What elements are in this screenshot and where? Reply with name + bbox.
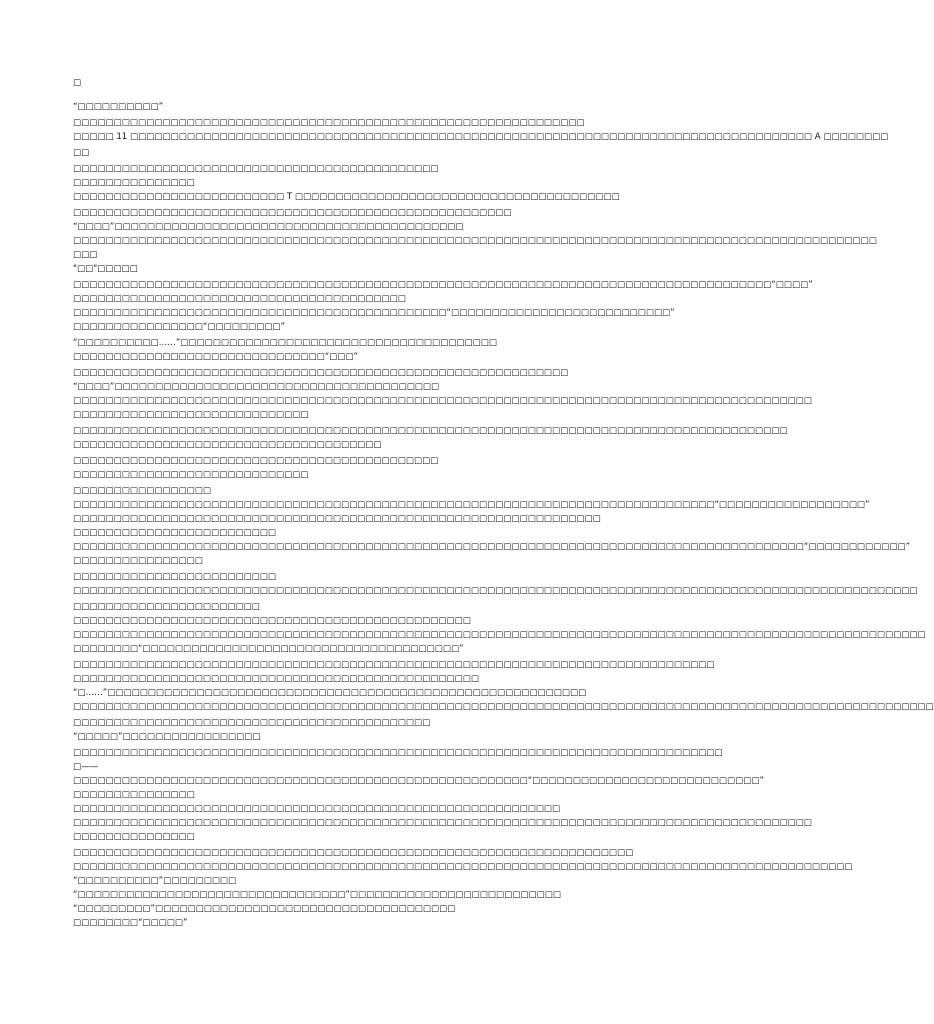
text-line: □□□□□□□□□□□□□□□□□□□□□□□□□□□□□	[73, 410, 309, 420]
text-line: □□□□□□□□□□□□□□□□□□□□□□□□□□□□□□□□□□□□□□□□□□□□□□□□□□□□□□□□□□□□□□□□□□□□□□□□□□□□□□□□□□□□□□□□□□□□□□□□□□□□□□□□	[73, 586, 918, 596]
text-line: “□□□□□□□□□□”	[73, 102, 164, 112]
text-line: □□□□□□□□□□□□□□□□	[73, 556, 203, 566]
text-line: □□□	[73, 250, 98, 260]
text-line: “□……”□□□□□□□□□□□□□□□□□□□□□□□□□□□□□□□□□□□□□□□□□□□□□□□□□□□□□□□□□□□	[73, 688, 587, 698]
text-line: □□□□□□□□□□□□□□□	[73, 790, 195, 800]
text-line: “□□□□”□□□□□□□□□□□□□□□□□□□□□□□□□□□□□□□□□□□□□□□□□□□	[73, 222, 464, 232]
text-line: □□□□□□□□□□□□□□□□□□□□□□□□□□□□□□□□□□□□□□□□□□□□□□□□□□□□□□□□□□□□□□□□□□□□□□□□□□□□□□□□□□□□□□□□□□□□□□□□□□□□□□□□□	[73, 630, 926, 640]
text-line: □□□□□□□□□□□□□□□□□□□□□□□□□□□□□□□□□□□□□□□□□□□□□□□□□□□□□□□□□□□□□□□□□□□□□□□□□□□□□□□□□□□□□□□□□□□□□□□□□□□	[73, 236, 877, 246]
text-line: □□□□□□□□□□□□□□□□□□□□□□□□□□□□□□□□□□□□□□□□□□□□□□□□□□	[73, 674, 479, 684]
text-line: □□	[73, 148, 90, 158]
text-line: □□□□□□□□□□□□□□□□□□□□□□□	[73, 602, 260, 612]
text-line: □□□□□□□□□□□□□□□□□□□□□□□□□□□□□□□“□□□”	[73, 352, 358, 362]
text-line: “□□□□□□□□□□□□□□□□□□□□□□□□□□□□□□□□□”□□□□□□□□□□□□□□□□□□□□□□□□□□	[73, 890, 561, 900]
text-line: □□□□□□□□□□□□□□□□□□□□□□□□□□□□□□□□□□□□□□□□□□□□□□□□□	[73, 616, 471, 626]
text-line: □□□□□□□□□□□□□□□□□□□□□□□□□□□□□□□□□□□□□□□□□□□□□□“□□□□□□□□□□□□□□□□□□□□□□□□□□□”	[73, 308, 675, 318]
text-line: “□□□□□□□□□□……”□□□□□□□□□□□□□□□□□□□□□□□□□□□□□□□□□□□□□□□	[73, 338, 497, 348]
text-line: □□□□□□□□“□□□□□□□□□□□□□□□□□□□□□□□□□□□□□□□□□□□□□□□”	[73, 644, 464, 654]
text-line: □□□□□□□□□□□□□□□	[73, 832, 195, 842]
text-line: □□□□□□□□□□□□□□□	[73, 178, 195, 188]
text-line: □□□□□□□□□□□□□□□□□□□□□□□□□□□□□□□□□□□□□□□□□□□□□	[73, 164, 439, 174]
text-line: □□□□□□□□□□□□□□□□□□□□□□□□□□□□□□□□□□□□□□□□□□□□□	[73, 456, 439, 466]
text-line: “□□□□□□□□□”□□□□□□□□□□□□□□□□□□□□□□□□□□□□□□□□□□□□□	[73, 904, 456, 914]
text-line: □□□□□□□□□□□□□□□□□□□□□□□□□□□□□	[73, 470, 309, 480]
text-line: □——	[73, 762, 99, 772]
text-line: □□□□□□□□□□□□□□□□□□□□□□□□□□□□□□□□□□□□□□□□□□□□□□□□□□□□□□□□□□□□□□□□□□□□□	[73, 848, 634, 858]
text-line: □□□□□□□□□□□□□□□□□□□□□□□□□□□□□□□□□□□□□□□□□□□□□□□□□□□□□□□□□□□□□□□□□□□□□□□□□□□□□□□□□□□□□□□□□□□□□□□□	[73, 862, 853, 872]
text-line: □□□□□□□□□□□□□□□□□□□□□□□□□□□□□□□□□□□□□□□□□□□□□□□□□□□□□□□□□□□□□□□□□□□□□□□□□□□□□□□□□□□□□□□□□□□□□□□□□□□□□□□□□□	[73, 702, 934, 712]
text-line: □□□□□□□□□□□□□□□□□□□□□□□□□	[73, 528, 276, 538]
text-line: □□□□□□□□□□□□□□□□□□□□□□□□□□□□□□□□□□□□□□□□□□□□□□□□□□□□□□□□□□□□□□□□□□□□□□□□□□□□□□□□□□□□□□□□□□□	[73, 818, 812, 828]
text-line: □□□□□□□□□□□□□□□□□□□□□□□□□□□□□□□□□□□□□□□□□□□□□□□□□□□□□□□□□□□□□□□□□□□□□□□□□□□□□□□□□□□□□□□□	[73, 426, 788, 436]
text-line: □□□□□□□□□□□□□□□□□	[73, 486, 212, 496]
text-line: □□□□□□□□□□□□□□□□□□□□□□□□□□□□□□□□□□□□□□□□□□□□□□□□□□□□□□□□□□□□□□□□□□□□□□□□□□□□□□□□	[73, 748, 723, 758]
text-line: “□□□□”□□□□□□□□□□□□□□□□□□□□□□□□□□□□□□□□□□□□□□□□	[73, 382, 440, 392]
text-line: □□□□□□□□□□□□□□□□□□□□□□□□□□□□□□□□□□□□□□□□□□□□□□□□□□□□□□□□“□□□□□□□□□□□□□□□□□□□□□□□□□□□□”	[73, 776, 764, 786]
text-line: □□□□□ 11 □□□□□□□□□□□□□□□□□□□□□□□□□□□□□□□□□□□□□□□□□□□□□□□□□□□□□□□□□□□□□□□□□□□□□□□□□□□□□□□□□□□□ A □□□□□□□□	[73, 132, 889, 142]
text-line: □□□□□□□□□□□□□□□□□□□□□□□□□□□□□□□□□□□□□□□□□□□□□□□□□□□□□□□□□□□□	[73, 804, 561, 814]
text-line: □□□□□□□□□□□□□□□□□□□□□□□□□	[73, 572, 276, 582]
text-line: "□□"□□□□□	[73, 264, 138, 274]
text-line: □□□□□□□□□□□□□□□□□□□□□□□□□□□□□□□□□□□□□□□□□□□□□□□□□□□□□□□□□□□□□□□	[73, 118, 585, 128]
text-line: □□□□□□□□□□□□□□□□□□□□□□□□□□□□□□□□□□□□□□□□□□□□□□□□□□□□□□□□□□□□□	[73, 368, 569, 378]
text-line: □□□□□□□□□□□□□□□□□□□□□□□□□□□□□□□□□□□□□□□□□□□□□□□□□□□□□□□□□□□□□□□□□□□□□□□□□□□□□□□□□□□□□□“□□□□”	[73, 280, 813, 290]
text-line: □□□□□□□□“□□□□□”	[73, 918, 188, 928]
text-line: □□□□□□□□□□□□□□□□□□□□□□□□□□□□□□□□□□□□□□	[73, 440, 382, 450]
text-line: □□□□□□□□□□□□□□□□□□□□□□□□□□□□□□□□□□□□□□□□□□□□□□□□□□□□□□□□□□□□□□□□□□□□□□□□□□□□□□□□□□□□□□□□□□“□□□□□□□□□□□□”	[73, 542, 911, 552]
text-line: □□□□□□□□□□□□□□□□□□□□□□□□□□□□□□□□□□□□□□□□□□□□□□□□□□□□□□□□□□□□□□□□□	[73, 514, 601, 524]
text-line: □□□□□□□□□□□□□□□□□□□□□□□□□□□□□□□□□□□□□□□□□	[73, 294, 406, 304]
text-line: □□□□□□□□□□□□□□□□□□□□□□□□□□□□□□□□□□□□□□□□□□□□□□□□□□□□□□	[73, 208, 512, 218]
text-line: □□□□□□□□□□□□□□□□□□□□□□□□□□□□□□□□□□□□□□□□□□□□□□□□□□□□□□□□□□□□□□□□□□□□□□□□□□□□□□□“□□□□□□□□□□□□□□□□□□”	[73, 500, 870, 510]
text-line: □	[73, 78, 82, 88]
text-line: □□□□□□□□□□□□□□□□“□□□□□□□□□”	[73, 322, 285, 332]
text-line: □□□□□□□□□□□□□□□□□□□□□□□□□□□□□□□□□□□□□□□□□□□□□□□□□□□□□□□□□□□□□□□□□□□□□□□□□□□□□□□	[73, 660, 715, 670]
text-line: □□□□□□□□□□□□□□□□□□□□□□□□□□□□□□□□□□□□□□□□□□□□	[73, 718, 431, 728]
text-line: “□□□□□”□□□□□□□□□□□□□□□□□	[73, 732, 261, 742]
text-line: □□□□□□□□□□□□□□□□□□□□□□□□□□ T □□□□□□□□□□□□□□□□□□□□□□□□□□□□□□□□□□□□□□□□	[73, 192, 620, 202]
text-line: “□□□□□□□□□□”□□□□□□□□□	[73, 876, 237, 886]
text-line: □□□□□□□□□□□□□□□□□□□□□□□□□□□□□□□□□□□□□□□□□□□□□□□□□□□□□□□□□□□□□□□□□□□□□□□□□□□□□□□□□□□□□□□□□□□	[73, 396, 812, 406]
document-page	[73, 70, 934, 970]
